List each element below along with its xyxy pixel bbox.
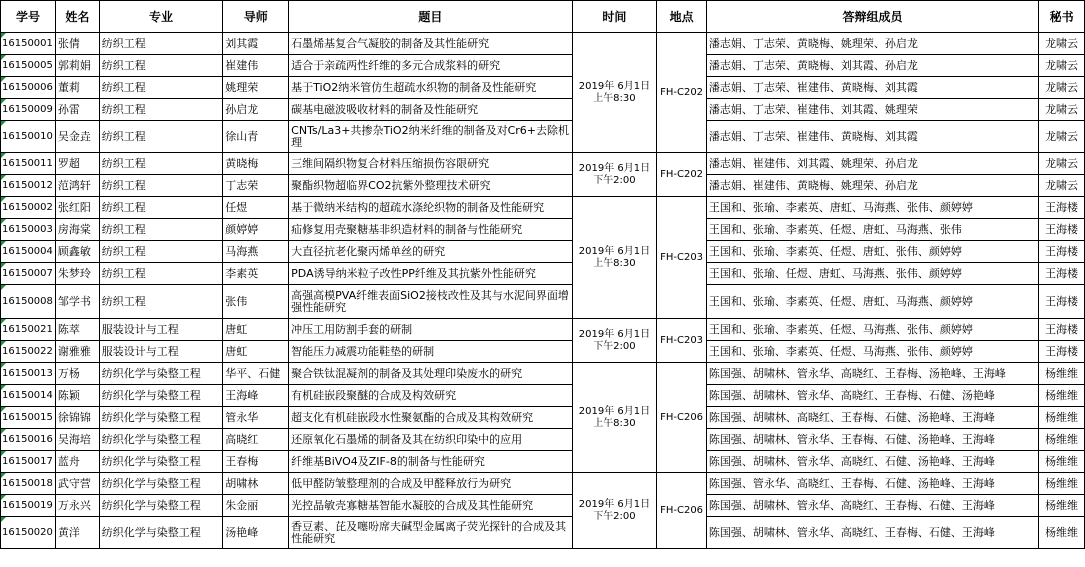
table-row: [1, 99, 1085, 121]
secretary-cell[interactable]: 王海楼: [1039, 219, 1085, 241]
table-row: [1, 153, 1085, 175]
defense-place-cell[interactable]: FH-C202: [657, 33, 707, 153]
table-row: [1, 473, 1085, 495]
table-row: [1, 429, 1085, 451]
committee-members-cell[interactable]: 陈国强、胡啸林、管永华、高晓红、王春梅、石健、汤艳峰: [706, 385, 1038, 407]
thesis-title-cell[interactable]: 石墨烯基复合气凝胶的制备及其性能研究: [289, 33, 572, 55]
committee-members-cell[interactable]: 潘志娟、丁志荣、黄晓梅、刘其霞、孙启龙: [706, 55, 1038, 77]
committee-members-cell[interactable]: 王国和、张瑜、李素英、唐虹、马海燕、张伟、颜婷婷: [706, 197, 1038, 219]
student-id-cell[interactable]: 16150010: [1, 121, 56, 153]
table-row: [1, 241, 1085, 263]
table-row: [1, 33, 1085, 55]
thesis-title-cell[interactable]: 聚合铁钛混凝剂的制备及其处理印染废水的研究: [289, 363, 572, 385]
thesis-title-cell[interactable]: 还原氧化石墨烯的制备及其在纺织印染中的应用: [289, 429, 572, 451]
student-name-cell[interactable]: 谢雅雅: [55, 341, 99, 363]
secretary-cell[interactable]: 王海楼: [1039, 263, 1085, 285]
thesis-title-cell[interactable]: 低甲醛防皱整理剂的合成及甲醛释放行为研究: [289, 473, 572, 495]
secretary-cell[interactable]: 龙啸云: [1039, 121, 1085, 153]
student-id-cell[interactable]: 16150022: [1, 341, 56, 363]
secretary-cell[interactable]: 龙啸云: [1039, 55, 1085, 77]
thesis-title-cell[interactable]: 三维间隔织物复合材料压缩损伤容限研究: [289, 153, 572, 175]
thesis-title-cell[interactable]: 基于微纳米结构的超疏水涤纶织物的制备及性能研究: [289, 197, 572, 219]
student-id-cell[interactable]: 16150016: [1, 429, 56, 451]
thesis-title-cell[interactable]: 基于TiO2纳米管仿生超疏水织物的制备及性能研究: [289, 77, 572, 99]
major-cell[interactable]: 纺织工程: [99, 99, 223, 121]
secretary-cell[interactable]: 杨维维: [1039, 495, 1085, 517]
student-id-cell[interactable]: 16150004: [1, 241, 56, 263]
major-cell[interactable]: 纺织工程: [99, 241, 223, 263]
student-id-cell[interactable]: 16150014: [1, 385, 56, 407]
student-name-cell[interactable]: 陈颖: [55, 385, 99, 407]
student-id-cell[interactable]: 16150009: [1, 99, 56, 121]
header-name[interactable]: 姓名: [55, 1, 99, 33]
advisor-cell[interactable]: 汤艳峰: [223, 517, 289, 549]
table-row: [1, 363, 1085, 385]
committee-members-cell[interactable]: 王国和、张瑜、李素英、任煜、唐虹、张伟、颜婷婷: [706, 241, 1038, 263]
defense-time-cell[interactable]: 2019年 6月1日 上午8:30: [572, 33, 657, 153]
thesis-title-cell[interactable]: 疝修复用壳聚糖基非织造材料的制备与性能研究: [289, 219, 572, 241]
table-row: [1, 263, 1085, 285]
student-id-cell[interactable]: 16150020: [1, 517, 56, 549]
student-name-cell[interactable]: 吴海培: [55, 429, 99, 451]
major-cell[interactable]: 服装设计与工程: [99, 341, 223, 363]
committee-members-cell[interactable]: 潘志娟、丁志荣、崔建伟、黄晓梅、刘其霞: [706, 121, 1038, 153]
student-name-cell[interactable]: 董莉: [55, 77, 99, 99]
student-name-cell[interactable]: 邹学书: [55, 285, 99, 319]
major-cell[interactable]: 纺织工程: [99, 263, 223, 285]
student-name-cell[interactable]: 蓝舟: [55, 451, 99, 473]
secretary-cell[interactable]: 杨维维: [1039, 363, 1085, 385]
student-id-cell[interactable]: 16150008: [1, 285, 56, 319]
student-id-cell[interactable]: 16150011: [1, 153, 56, 175]
student-id-cell[interactable]: 16150005: [1, 55, 56, 77]
thesis-title-cell[interactable]: CNTs/La3+共掺杂TiO2纳米纤维的制备及对Cr6+去除机理: [289, 121, 572, 153]
major-cell[interactable]: 纺织化学与染整工程: [99, 429, 223, 451]
table-row: [1, 319, 1085, 341]
student-name-cell[interactable]: 范鸿轩: [55, 175, 99, 197]
advisor-cell[interactable]: 管永华: [223, 407, 289, 429]
thesis-title-cell[interactable]: 冲压工用防割手套的研制: [289, 319, 572, 341]
major-cell[interactable]: 纺织工程: [99, 121, 223, 153]
secretary-cell[interactable]: 杨维维: [1039, 473, 1085, 495]
table-row: [1, 121, 1085, 153]
committee-members-cell[interactable]: 潘志娟、丁志荣、崔建伟、黄晓梅、刘其霞: [706, 77, 1038, 99]
defense-time-cell[interactable]: 2019年 6月1日 下午2:00: [572, 319, 657, 363]
table-row: [1, 77, 1085, 99]
committee-members-cell[interactable]: 潘志娟、丁志荣、黄晓梅、姚理荣、孙启龙: [706, 33, 1038, 55]
major-cell[interactable]: 纺织化学与染整工程: [99, 451, 223, 473]
major-cell[interactable]: 纺织工程: [99, 77, 223, 99]
advisor-cell[interactable]: 张伟: [223, 285, 289, 319]
committee-members-cell[interactable]: 王国和、张瑜、李素英、任煜、唐虹、马海燕、张伟: [706, 219, 1038, 241]
student-name-cell[interactable]: 张倩: [55, 33, 99, 55]
student-name-cell[interactable]: 万永兴: [55, 495, 99, 517]
major-cell[interactable]: 纺织工程: [99, 33, 223, 55]
header-advisor[interactable]: 导师: [223, 1, 289, 33]
thesis-title-cell[interactable]: 智能压力减震功能鞋垫的研制: [289, 341, 572, 363]
student-id-cell[interactable]: 16150002: [1, 197, 56, 219]
defense-place-cell[interactable]: FH-C203: [657, 319, 707, 363]
table-row: [1, 517, 1085, 549]
secretary-cell[interactable]: 龙啸云: [1039, 99, 1085, 121]
student-name-cell[interactable]: 吴金垚: [55, 121, 99, 153]
major-cell[interactable]: 纺织化学与染整工程: [99, 385, 223, 407]
advisor-cell[interactable]: 朱金丽: [223, 495, 289, 517]
secretary-cell[interactable]: 龙啸云: [1039, 175, 1085, 197]
secretary-cell[interactable]: 龙啸云: [1039, 77, 1085, 99]
table-row: [1, 197, 1085, 219]
secretary-cell[interactable]: 杨维维: [1039, 429, 1085, 451]
major-cell[interactable]: 纺织化学与染整工程: [99, 517, 223, 549]
major-cell[interactable]: 纺织工程: [99, 175, 223, 197]
committee-members-cell[interactable]: 潘志娟、崔建伟、黄晓梅、姚理荣、孙启龙: [706, 175, 1038, 197]
thesis-title-cell[interactable]: 碳基电磁波吸收材料的制备及性能研究: [289, 99, 572, 121]
committee-members-cell[interactable]: 王国和、张瑜、李素英、任煜、马海燕、张伟、颜婷婷: [706, 319, 1038, 341]
advisor-cell[interactable]: 丁志荣: [223, 175, 289, 197]
advisor-cell[interactable]: 颜婷婷: [223, 219, 289, 241]
thesis-title-cell[interactable]: 有机硅嵌段聚醚的合成及构效研究: [289, 385, 572, 407]
student-name-cell[interactable]: 陈萃: [55, 319, 99, 341]
secretary-cell[interactable]: 杨维维: [1039, 385, 1085, 407]
student-id-cell[interactable]: 16150019: [1, 495, 56, 517]
secretary-cell[interactable]: 杨维维: [1039, 407, 1085, 429]
secretary-cell[interactable]: 王海楼: [1039, 341, 1085, 363]
defense-time-cell[interactable]: 2019年 6月1日 下午2:00: [572, 473, 657, 549]
major-cell[interactable]: 纺织化学与染整工程: [99, 495, 223, 517]
secretary-cell[interactable]: 龙啸云: [1039, 153, 1085, 175]
defense-time-cell[interactable]: 2019年 6月1日 上午8:30: [572, 363, 657, 473]
committee-members-cell[interactable]: 陈国强、管永华、高晓红、王春梅、石健、汤艳峰、王海峰: [706, 473, 1038, 495]
major-cell[interactable]: 纺织工程: [99, 55, 223, 77]
defense-time-cell[interactable]: 2019年 6月1日 下午2:00: [572, 153, 657, 197]
major-cell[interactable]: 纺织化学与染整工程: [99, 363, 223, 385]
committee-members-cell[interactable]: 王国和、张瑜、李素英、任煜、马海燕、张伟、颜婷婷: [706, 341, 1038, 363]
table-row: [1, 407, 1085, 429]
header-major[interactable]: 专业: [99, 1, 223, 33]
thesis-title-cell[interactable]: PDA诱导纳米粒子改性PP纤维及其抗紫外性能研究: [289, 263, 572, 285]
table-body: [1, 1, 1085, 549]
table-row: [1, 285, 1085, 319]
major-cell[interactable]: 纺织化学与染整工程: [99, 407, 223, 429]
table-row: [1, 175, 1085, 197]
secretary-cell[interactable]: 王海楼: [1039, 319, 1085, 341]
secretary-cell[interactable]: 王海楼: [1039, 197, 1085, 219]
secretary-cell[interactable]: 王海楼: [1039, 241, 1085, 263]
student-name-cell[interactable]: 罗超: [55, 153, 99, 175]
advisor-cell[interactable]: 李素英: [223, 263, 289, 285]
student-name-cell[interactable]: 张红阳: [55, 197, 99, 219]
secretary-cell[interactable]: 龙啸云: [1039, 33, 1085, 55]
advisor-cell[interactable]: 马海燕: [223, 241, 289, 263]
advisor-cell[interactable]: 高晓红: [223, 429, 289, 451]
student-id-cell[interactable]: 16150017: [1, 451, 56, 473]
header-place[interactable]: 地点: [657, 1, 707, 33]
header-student-id[interactable]: 学号: [1, 1, 56, 33]
thesis-title-cell[interactable]: 大直径抗老化聚丙烯单丝的研究: [289, 241, 572, 263]
advisor-cell[interactable]: 刘其霞: [223, 33, 289, 55]
student-id-cell[interactable]: 16150001: [1, 33, 56, 55]
secretary-cell[interactable]: 杨维维: [1039, 517, 1085, 549]
student-id-cell[interactable]: 16150021: [1, 319, 56, 341]
defense-place-cell[interactable]: FH-C206: [657, 363, 707, 473]
student-name-cell[interactable]: 顾鑫敏: [55, 241, 99, 263]
major-cell[interactable]: 服装设计与工程: [99, 319, 223, 341]
thesis-title-cell[interactable]: 光控晶敏壳寡糖基智能水凝胶的合成及其性能研究: [289, 495, 572, 517]
major-cell[interactable]: 纺织工程: [99, 153, 223, 175]
major-cell[interactable]: 纺织工程: [99, 219, 223, 241]
student-name-cell[interactable]: 孙雷: [55, 99, 99, 121]
table-row: [1, 55, 1085, 77]
major-cell[interactable]: 纺织化学与染整工程: [99, 473, 223, 495]
committee-members-cell[interactable]: 陈国强、胡啸林、管永华、王春梅、石健、汤艳峰、王海峰: [706, 429, 1038, 451]
committee-members-cell[interactable]: 潘志娟、丁志荣、崔建伟、刘其霞、姚理荣: [706, 99, 1038, 121]
thesis-title-cell[interactable]: 适合于亲疏两性纤维的多元合成浆料的研究: [289, 55, 572, 77]
student-id-cell[interactable]: 16150006: [1, 77, 56, 99]
advisor-cell[interactable]: 崔建伟: [223, 55, 289, 77]
major-cell[interactable]: 纺织工程: [99, 285, 223, 319]
advisor-cell[interactable]: 王海峰: [223, 385, 289, 407]
table-row: [1, 451, 1085, 473]
thesis-title-cell[interactable]: 超支化有机硅嵌段水性聚氨酯的合成及其构效研究: [289, 407, 572, 429]
header-row: [1, 1, 1085, 33]
student-name-cell[interactable]: 黄洋: [55, 517, 99, 549]
student-name-cell[interactable]: 万杨: [55, 363, 99, 385]
advisor-cell[interactable]: 唐虹: [223, 319, 289, 341]
student-name-cell[interactable]: 武守营: [55, 473, 99, 495]
defense-place-cell[interactable]: FH-C206: [657, 473, 707, 549]
student-name-cell[interactable]: 房海棠: [55, 219, 99, 241]
committee-members-cell[interactable]: 陈国强、胡啸林、管永华、高晓红、王春梅、石健、王海峰: [706, 495, 1038, 517]
defense-place-cell[interactable]: FH-C203: [657, 197, 707, 319]
table-row: [1, 385, 1085, 407]
header-title[interactable]: 题目: [289, 1, 572, 33]
table-row: [1, 495, 1085, 517]
defense-place-cell[interactable]: FH-C202: [657, 153, 707, 197]
committee-members-cell[interactable]: 潘志娟、崔建伟、刘其霞、姚理荣、孙启龙: [706, 153, 1038, 175]
advisor-cell[interactable]: 胡啸林: [223, 473, 289, 495]
student-id-cell[interactable]: 16150013: [1, 363, 56, 385]
student-name-cell[interactable]: 朱梦玲: [55, 263, 99, 285]
student-id-cell[interactable]: 16150012: [1, 175, 56, 197]
advisor-cell[interactable]: 王春梅: [223, 451, 289, 473]
header-secretary[interactable]: 秘书: [1039, 1, 1085, 33]
advisor-cell[interactable]: 徐山青: [223, 121, 289, 153]
thesis-title-cell[interactable]: 高强高模PVA纤维表面SiO2接枝改性及其与水泥间界面增强性能研究: [289, 285, 572, 319]
student-id-cell[interactable]: 16150003: [1, 219, 56, 241]
thesis-title-cell[interactable]: 香豆素、芘及噻吩席夫碱型金属离子荧光探针的合成及其性能研究: [289, 517, 572, 549]
advisor-cell[interactable]: 唐虹: [223, 341, 289, 363]
advisor-cell[interactable]: 华平、石健: [223, 363, 289, 385]
secretary-cell[interactable]: 杨维维: [1039, 451, 1085, 473]
committee-members-cell[interactable]: 陈国强、胡啸林、管永华、高晓红、王春梅、石健、王海峰: [706, 517, 1038, 549]
student-id-cell[interactable]: 16150007: [1, 263, 56, 285]
student-name-cell[interactable]: 郭莉娟: [55, 55, 99, 77]
committee-members-cell[interactable]: 陈国强、胡啸林、管永华、高晓红、石健、汤艳峰、王海峰: [706, 451, 1038, 473]
header-committee[interactable]: 答辩组成员: [706, 1, 1038, 33]
advisor-cell[interactable]: 任煜: [223, 197, 289, 219]
major-cell[interactable]: 纺织工程: [99, 197, 223, 219]
committee-members-cell[interactable]: 陈国强、胡啸林、管永华、高晓红、王春梅、汤艳峰、王海峰: [706, 363, 1038, 385]
student-name-cell[interactable]: 徐锦锦: [55, 407, 99, 429]
thesis-title-cell[interactable]: 聚酯织物超临界CO2抗紫外整理技术研究: [289, 175, 572, 197]
thesis-title-cell[interactable]: 纤维基BiVO4及ZIF-8的制备与性能研究: [289, 451, 572, 473]
advisor-cell[interactable]: 孙启龙: [223, 99, 289, 121]
advisor-cell[interactable]: 姚理荣: [223, 77, 289, 99]
advisor-cell[interactable]: 黄晓梅: [223, 153, 289, 175]
table-row: [1, 219, 1085, 241]
defense-time-cell[interactable]: 2019年 6月1日 上午8:30: [572, 197, 657, 319]
committee-members-cell[interactable]: 陈国强、胡啸林、高晓红、王春梅、石健、汤艳峰、王海峰: [706, 407, 1038, 429]
header-time[interactable]: 时间: [572, 1, 657, 33]
student-id-cell[interactable]: 16150015: [1, 407, 56, 429]
committee-members-cell[interactable]: 王国和、张瑜、任煜、唐虹、马海燕、张伟、颜婷婷: [706, 263, 1038, 285]
secretary-cell[interactable]: 王海楼: [1039, 285, 1085, 319]
table-row: [1, 341, 1085, 363]
committee-members-cell[interactable]: 王国和、张瑜、李素英、任煜、唐虹、马海燕、颜婷婷: [706, 285, 1038, 319]
student-id-cell[interactable]: 16150018: [1, 473, 56, 495]
